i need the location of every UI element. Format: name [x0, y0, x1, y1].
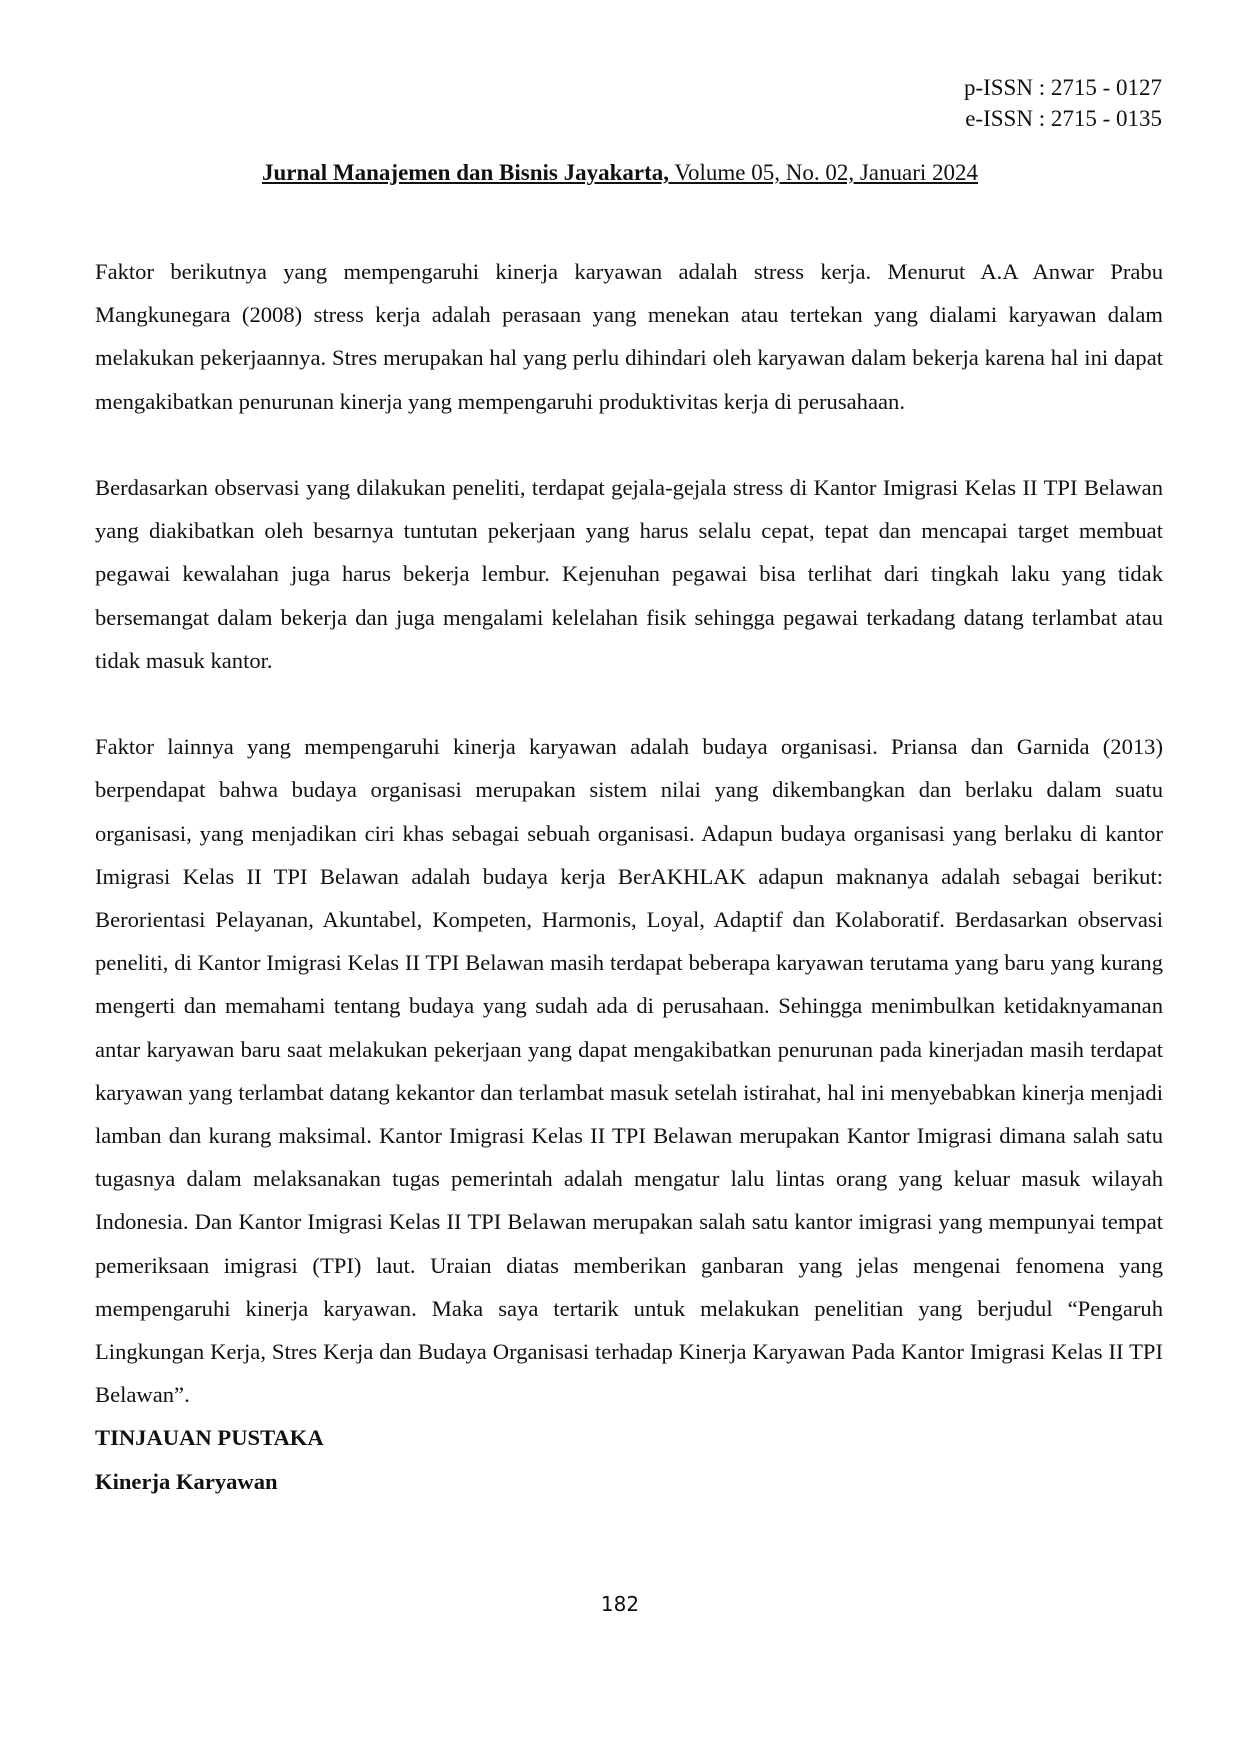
- journal-name: Jurnal Manajemen dan Bisnis Jayakarta,: [261, 160, 669, 185]
- paragraph-budaya-organisasi: Faktor lainnya yang mempengaruhi kinerja karyawan adalah budaya organisasi. Priansa dan Garnida (2013) berpendapat bahwa budaya organisasi merupakan sistem nilai yang dikembangkan dan berlaku dalam suatu organisasi, yang menjadikan ciri khas sebagai sebuah organisasi. Adapun budaya organisasi yang berlaku di kantor Imigrasi Kelas II TPI Belawan adalah budaya kerja BerAKHLAK adapun maknanya adalah sebagai berikut: Berorientasi Pelayanan, Akuntabel, Kompeten, Harmonis, Loyal, Adaptif dan Kolaboratif. Berdasarkan observasi peneliti, di Kantor Imigrasi Kelas II TPI Belawan masih terdapat beberapa karyawan terutama yang baru yang kurang mengerti dan memahami tentang budaya yang sudah ada di perusahaan. Sehingga menimbulkan ketidaknyamanan antar karyawan baru saat melakukan pekerjaan yang dapat mengakibatkan penurunan pada kinerjadan masih terdapat karyawan yang terlambat datang kekantor dan terlambat masuk setelah istirahat, hal ini menyebabkan kinerja menjadi lamban dan kurang maksimal. Kantor Imigrasi Kelas II TPI Belawan merupakan Kantor Imigrasi dimana salah satu tugasnya dalam melaksanakan tugas pemerintah adalah mengatur lalu lintas orang yang keluar masuk wilayah Indonesia. Dan Kantor Imigrasi Kelas II TPI Belawan merupakan salah satu kantor imigrasi yang mempunyai tempat pemeriksaan imigrasi (TPI) laut. Uraian diatas memberikan ganbaran yang jelas mengenai fenomena yang mempengaruhi kinerja karyawan. Maka saya tertarik untuk melakukan penelitian yang berjudul “Pengaruh Lingkungan Kerja, Stres Kerja dan Budaya Organisasi terhadap Kinerja Karyawan Pada Kantor Imigrasi Kelas II TPI Belawan”.: [95, 734, 1163, 1408]
- running-header: [0, 158, 1240, 188]
- paragraph-stress-kerja: Faktor berikutnya yang mempengaruhi kinerja karyawan adalah stress kerja. Menurut A.A Anwar Prabu Mangkunegara (2008) stress kerja adalah perasaan yang menekan atau tertekan yang dialami karyawan dalam melakukan pekerjaannya. Stres merupakan hal yang perlu dihindari oleh karyawan dalam bekerja karena hal ini dapat mengakibatkan penurunan kinerja yang mempengaruhi produktivitas kerja di perusahaan.: [95, 259, 1163, 414]
- issue-info: Volume 05, No. 02, Januari 2024: [669, 160, 978, 185]
- electronic-issn: e-ISSN : 2715 - 0135: [965, 106, 1162, 131]
- paragraph-observasi-stress: Berdasarkan observasi yang dilakukan peneliti, terdapat gejala-gejala stress di Kantor Imigrasi Kelas II TPI Belawan yang diakibatkan oleh besarnya tuntutan pekerjaan yang harus selalu cepat, tepat dan mencapai target membuat pegawai kewalahan juga harus bekerja lembur. Kejenuhan pegawai bisa terlihat dari tingkah laku yang tidak bersemangat dalam bekerja dan juga mengalami kelelahan fisik sehingga pegawai terkadang datang terlambat atau tidak masuk kantor.: [95, 475, 1163, 673]
- article-body: [95, 250, 1163, 1503]
- issn-block: [964, 72, 1162, 134]
- subsection-heading: Kinerja Karyawan: [95, 1468, 278, 1494]
- page-number: 182: [600, 1592, 640, 1616]
- section-heading: TINJAUAN PUSTAKA: [95, 1425, 324, 1451]
- print-issn: p-ISSN : 2715 - 0127: [963, 75, 1162, 100]
